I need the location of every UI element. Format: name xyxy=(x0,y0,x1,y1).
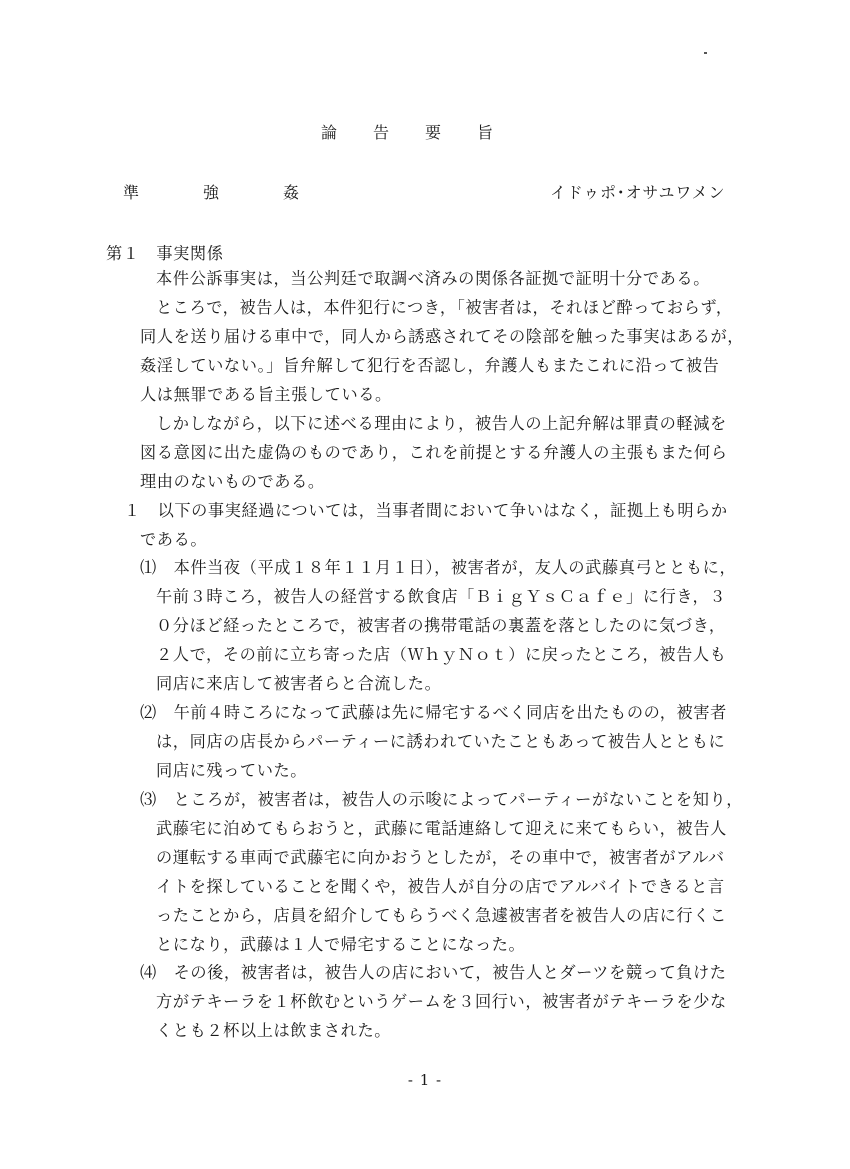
sub-item: ⑷ その後，被害者は，被告人の店において，被告人とダーツを競って負けた xyxy=(140,963,727,982)
body-line: 同人を送り届ける車中で，同人から誘惑されてその陰部を触った事実はあるが， xyxy=(140,327,745,346)
body-line: とになり，武藤は１人で帰宅することになった。 xyxy=(156,935,526,954)
body-line: しかしながら，以下に述べる理由により，被告人の上記弁解は罪責の軽減を xyxy=(156,414,727,433)
body-line: 姦淫していない。」旨弁解して犯行を否認し，弁護人もまたこれに沿って被告 xyxy=(140,356,720,375)
sub-item: ⑴ 本件当夜（平成１８年１１月１日），被害者が，友人の武藤真弓とともに， xyxy=(140,558,737,577)
body-line: くとも２杯以上は飲まされた。 xyxy=(156,1021,392,1040)
numbered-item: １ 以下の事実経過については，当事者間において争いはなく，証拠上も明らか xyxy=(124,501,728,520)
body-line: は，同店の店長からパーティーに誘われていたこともあって被告人とともに xyxy=(156,732,726,751)
body-line: イトを探していることを聞くや，被告人が自分の店でアルバイトできると言 xyxy=(156,877,725,896)
section-heading: 第１ 事実関係 xyxy=(106,244,224,263)
body-line: 図る意図に出た虚偽のものであり，これを前提とする弁護人の主張もまた何ら xyxy=(140,443,728,462)
body-line: 本件公訴事実は，当公判廷で取調べ済みの関係各証拠で証明十分である。 xyxy=(156,269,710,288)
body-line: ２人で，その前に立ち寄った店（ＷｈｙＮｏｔ）に戻ったところ，被告人も xyxy=(156,645,727,664)
body-line: 同店に残っていた。 xyxy=(156,761,308,780)
defendant-name: イドゥポ･オサユワメン xyxy=(550,183,726,202)
sub-item: ⑶ ところが，被害者は，被告人の示唆によってパーティーがないことを知り， xyxy=(140,790,744,809)
body-line: 武藤宅に泊めてもらおうと，武藤に電話連絡して迎えに来てもらい，被告人 xyxy=(156,819,727,838)
charge-name: 準強姦 xyxy=(123,183,364,202)
body-line: の運転する車両で武藤宅に向かおうとしたが，その車中で，被害者がアルバ xyxy=(156,848,725,867)
body-line: 理由のないものである。 xyxy=(140,472,325,491)
body-line: ０分ほど経ったところで，被害者の携帯電話の裏蓋を落としたのに気づき， xyxy=(156,616,726,635)
body-line: ところで，被告人は，本件犯行につき，「被害者は，それほど酔っておらず， xyxy=(156,298,733,317)
body-line: 方がテキーラを１杯飲むというゲームを３回行い，被害者がテキーラを少な xyxy=(156,992,727,1011)
body-line: 午前３時ころ，被告人の経営する飲食店「ＢｉｇＹｓＣａｆｅ」に行き，３ xyxy=(156,587,727,606)
body-line: である。 xyxy=(140,530,208,549)
document-title: 論告要旨 xyxy=(320,123,529,142)
body-line: 同店に来店して被害者らと合流した。 xyxy=(156,674,442,693)
sub-item: ⑵ 午前４時ころになって武藤は先に帰宅するべく同店を出たものの，被害者 xyxy=(140,703,727,722)
body-line: ったことから，店員を紹介してもらうべく急遽被害者を被告人の店に行くこ xyxy=(156,906,727,925)
page-number: - 1 - xyxy=(407,1071,443,1089)
scan-speck xyxy=(704,52,707,54)
body-line: 人は無罪である旨主張している。 xyxy=(140,385,392,404)
